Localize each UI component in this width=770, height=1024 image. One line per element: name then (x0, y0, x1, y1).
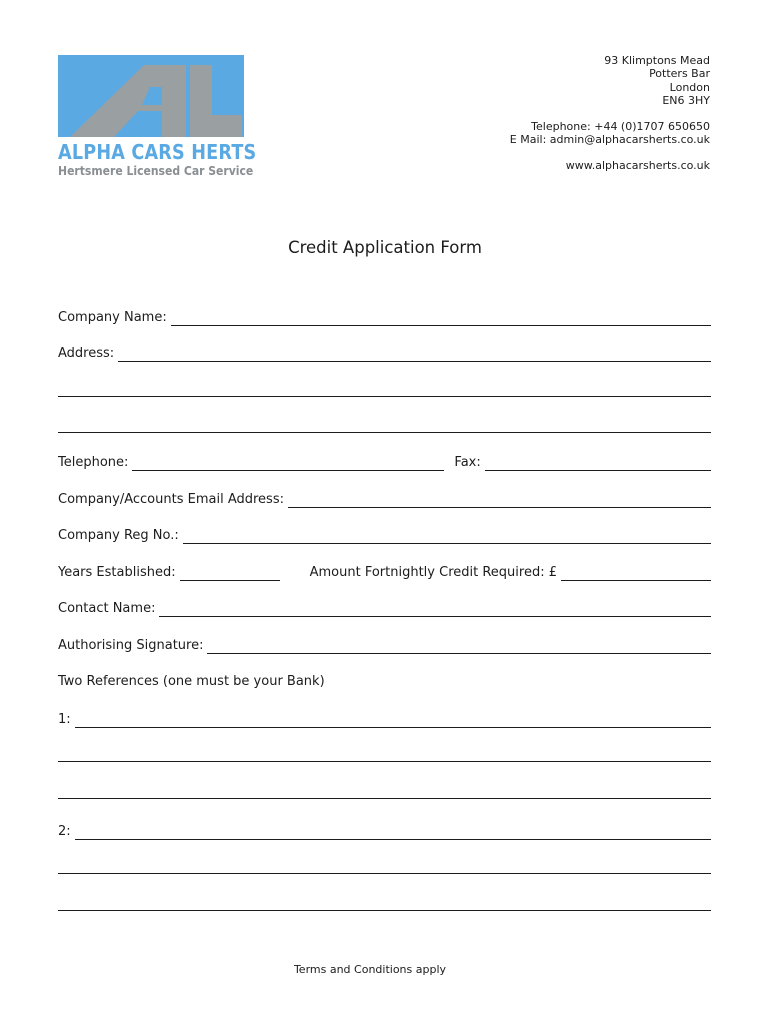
reference-2-field-line-3[interactable] (58, 910, 711, 911)
terms-footer: Terms and Conditions apply (293, 963, 447, 976)
telephone-number: Telephone: +44 (0)1707 650650 (531, 120, 710, 134)
contact-row (58, 597, 711, 617)
fax-label: Fax: (454, 455, 481, 470)
address-line-3: London (669, 80, 710, 94)
company-logo (58, 55, 257, 178)
contact-label: Contact Name: (58, 601, 156, 616)
telephone-field[interactable] (132, 456, 444, 471)
credit-label: Amount Fortnightly Credit Required: £ (309, 565, 557, 580)
signature-label: Authorising Signature: (58, 638, 204, 653)
fax-field[interactable] (485, 456, 711, 471)
telephone-fax-row (58, 451, 711, 471)
reference-2-field-line-1[interactable] (75, 825, 711, 840)
reference-2-label: 2: (58, 824, 71, 839)
address-field-line-1[interactable] (118, 347, 711, 362)
company-name-field[interactable] (171, 311, 711, 326)
years-label: Years Established: (58, 565, 176, 580)
telephone-label: Telephone: (58, 455, 129, 470)
reg-no-field[interactable] (183, 529, 711, 544)
address-field-line-2[interactable] (58, 396, 711, 397)
reg-no-row (58, 524, 711, 544)
address-postcode: EN6 3HY (662, 93, 710, 107)
reference-1-label: 1: (58, 712, 71, 727)
years-credit-row (58, 561, 711, 581)
logo-company-name: ALPHA CARS HERTS (58, 140, 257, 164)
references-heading: Two References (one must be your Bank) (58, 674, 325, 689)
reference-2-field-line-2[interactable] (58, 873, 711, 874)
contact-field[interactable] (159, 602, 711, 617)
signature-row (58, 634, 711, 654)
company-address (510, 54, 710, 172)
email-address: E Mail: admin@alphacarsherts.co.uk (509, 133, 710, 147)
reference-1-field-line-2[interactable] (58, 761, 711, 762)
reference-1-field-line-3[interactable] (58, 798, 711, 799)
reference-1-row (58, 708, 711, 728)
form-title: Credit Application Form (288, 238, 482, 257)
reg-no-label: Company Reg No.: (58, 528, 179, 543)
address-line-2: Potters Bar (649, 67, 710, 81)
company-name-label: Company Name: (58, 310, 167, 325)
email-row (58, 488, 711, 508)
logo-mark (58, 55, 244, 137)
email-label: Company/Accounts Email Address: (58, 492, 284, 507)
address-field-line-3[interactable] (58, 432, 711, 433)
address-row (58, 342, 711, 362)
logo-tagline: Hertsmere Licensed Car Service (58, 163, 254, 178)
website-link[interactable]: www.alphacarsherts.co.uk (565, 158, 710, 172)
email-field[interactable] (288, 493, 711, 508)
address-label: Address: (58, 346, 115, 361)
credit-field[interactable] (561, 566, 711, 581)
address-line-1: 93 Klimptons Mead (604, 54, 710, 67)
signature-field[interactable] (207, 639, 711, 654)
reference-2-row (58, 820, 711, 840)
years-field[interactable] (180, 566, 280, 581)
company-name-row (58, 306, 711, 326)
reference-1-field-line-1[interactable] (75, 713, 711, 728)
